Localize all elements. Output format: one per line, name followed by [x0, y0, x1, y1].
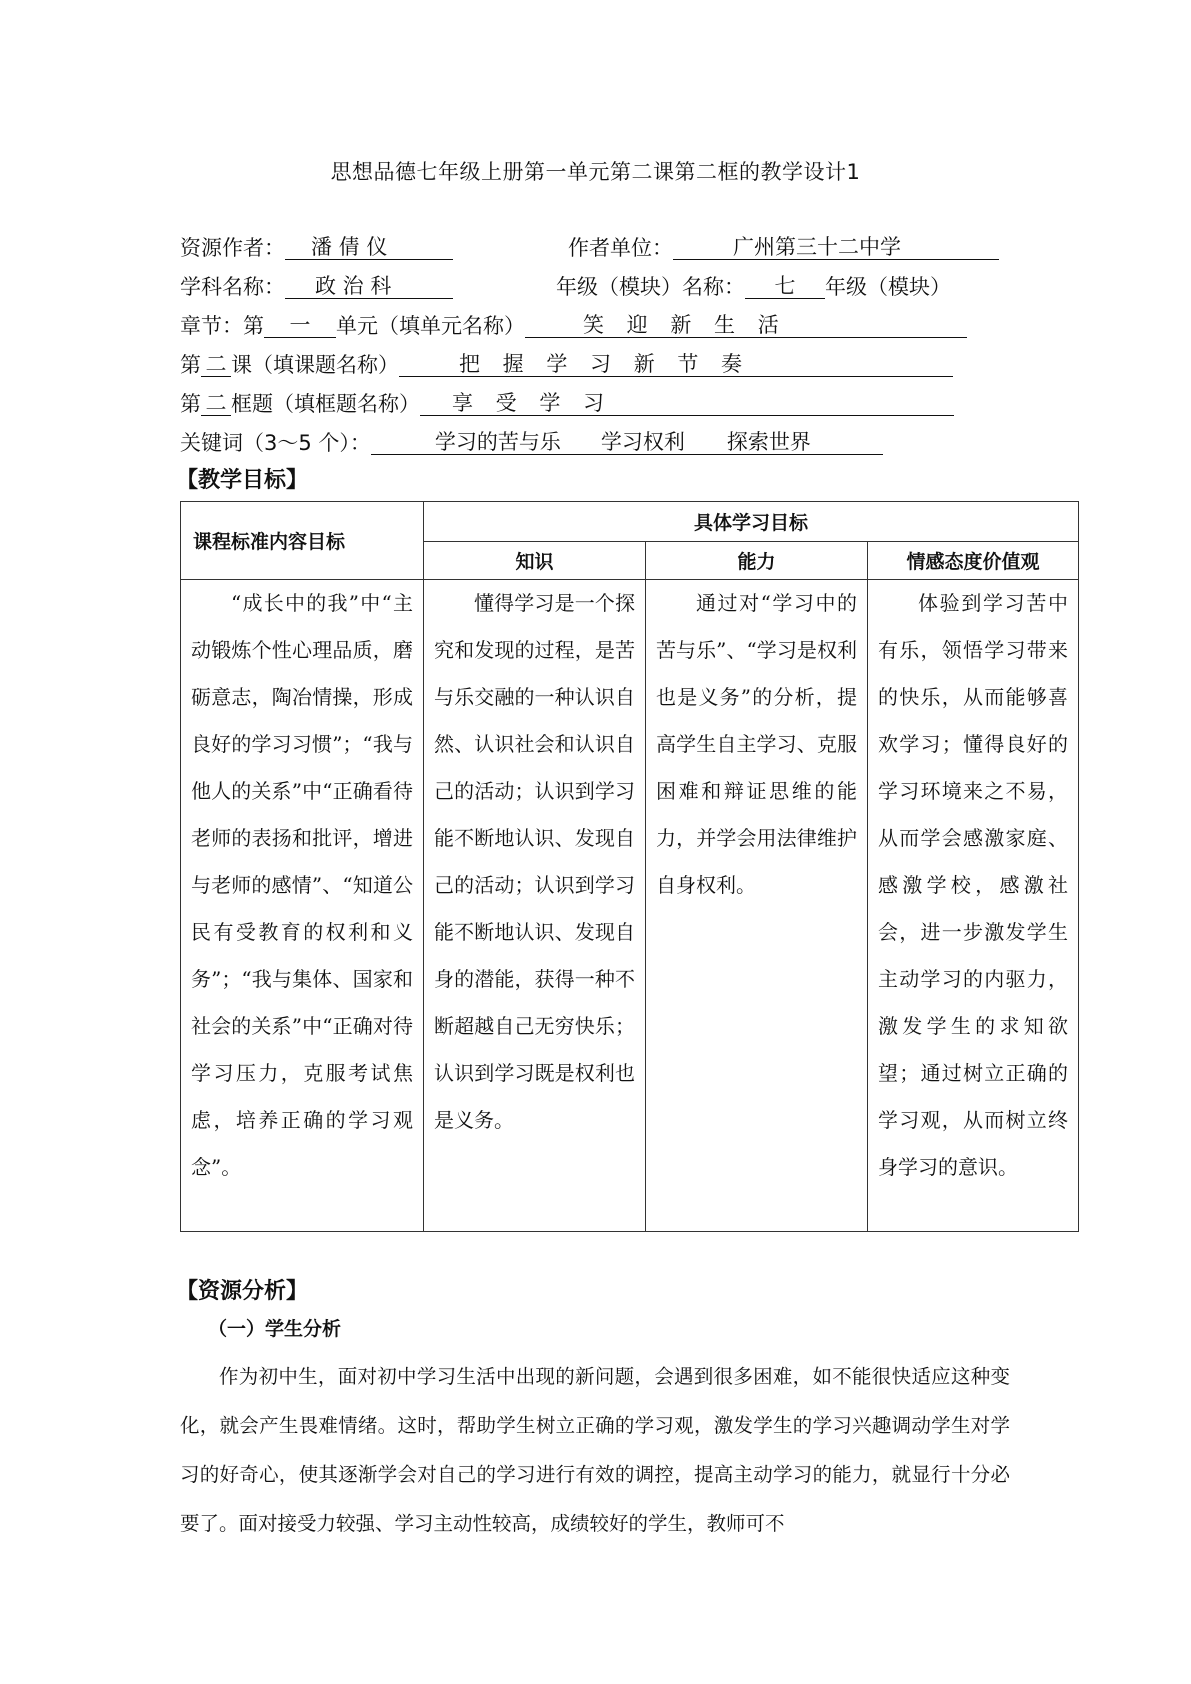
knowledge-cell: 懂得学习是一个探究和发现的过程，是苦与乐交融的一种认识自然、认识社会和认识自己的活动；认识到学习能不断地认识、发现自己的活动；认识到学习能不断地认识、发现自身的潜能，获得一种不断超越自己无穷快乐；认识到学习既是权利也是义务。 [424, 580, 646, 1232]
chapter-label: 单元（填单元名称） [336, 314, 525, 338]
chapter-prefix: 章节：第 [180, 314, 264, 338]
subject-label: 学科名称： [180, 275, 285, 299]
unit-label: 作者单位： [568, 236, 673, 260]
group-header-specific: 具体学习目标 [424, 502, 1079, 542]
standard-content-cell: “成长中的我”中“主动锻炼个性心理品质，磨砺意志，陶冶情操，形成良好的学习习惯”；“我与他人的关系”中“正确看待老师的表扬和批评，增进与老师的感情”、“知道公民有受教育的权利和义务”；“我与集体、国家和社会的关系”中“正确对待学习压力，克服考试焦虑，培养正确的学习观念”。 [181, 580, 424, 1232]
col-header-ability: 能力 [646, 542, 868, 580]
frame-prefix: 第 [180, 392, 201, 416]
chapter-number: 一 [264, 311, 336, 338]
attitude-cell: 体验到学习苦中有乐，领悟学习带来的快乐，从而能够喜欢学习；懂得良好的学习环境来之不易，从而学会感激家庭、感激学校，感激社会，进一步激发学生主动学习的内驱力，激发学生的求知欲望；通过树立正确的学习观，从而树立终身学习的意识。 [868, 580, 1079, 1232]
lesson-label: 课（填课题名称） [231, 353, 399, 377]
frame-number: 二 [201, 389, 231, 416]
author-label: 资源作者： [180, 236, 285, 260]
keyword-3: 探索世界 [726, 430, 811, 454]
goals-table [180, 501, 1079, 1232]
frame-value: 享 受 学 习 [420, 389, 954, 416]
student-analysis-paragraph: 作为初中生，面对初中学习生活中出现的新问题，会遇到很多困难，如不能很快适应这种变化，就会产生畏难情绪。这时，帮助学生树立正确的学习观，激发学生的学习兴趣调动学生对学习的好奇心，使其逐渐学会对自己的学习进行有效的调控，提高主动学习的能力，就显行十分必要了。面对接受力较强、学习主动性较高，成绩较好的学生，教师可不 [180, 1365, 1010, 1535]
subject-value: 政 治 科 [285, 272, 453, 299]
frame-label: 框题（填框题名称） [231, 392, 420, 416]
keywords-value [371, 428, 883, 455]
lesson-prefix: 第 [180, 353, 201, 377]
grade-value: 七 [745, 272, 825, 299]
keyword-1: 学习的苦与乐 [434, 430, 561, 454]
keywords-row [180, 428, 883, 458]
lesson-row [180, 350, 953, 380]
subject-row [180, 272, 453, 302]
student-analysis-subheading: （一）学生分析 [208, 1318, 342, 1340]
chapter-value: 笑 迎 新 生 活 [525, 311, 967, 338]
keywords-label: 关键词（3～5 个）： [180, 431, 371, 455]
goals-heading: 【教学目标】 [176, 468, 309, 493]
keyword-2: 学习权利 [600, 430, 685, 454]
resource-heading: 【资源分析】 [176, 1279, 309, 1304]
grade-label: 年级（模块）名称： [556, 275, 745, 299]
frame-row [180, 389, 954, 419]
col-header-attitude: 情感态度价值观 [868, 542, 1079, 580]
chapter-row [180, 311, 967, 341]
unit-row [568, 233, 999, 263]
document-title: 思想品德七年级上册第一单元第二课第二框的教学设计1 [330, 160, 861, 184]
lesson-value: 把 握 学 习 新 节 奏 [399, 350, 953, 377]
grade-suffix: 年级（模块） [825, 275, 951, 299]
col-header-standard: 课程标准内容目标 [181, 502, 424, 580]
grade-row [556, 272, 951, 302]
lesson-number: 二 [201, 350, 231, 377]
ability-cell: 通过对“学习中的苦与乐”、“学习是权利也是义务”的分析，提高学生自主学习、克服困难和辩证思维的能力，并学会用法律维护自身权利。 [646, 580, 868, 1232]
unit-value: 广州第三十二中学 [673, 233, 999, 260]
author-value: 潘 倩 仪 [285, 233, 453, 260]
author-row [180, 233, 453, 263]
col-header-knowledge: 知识 [424, 542, 646, 580]
